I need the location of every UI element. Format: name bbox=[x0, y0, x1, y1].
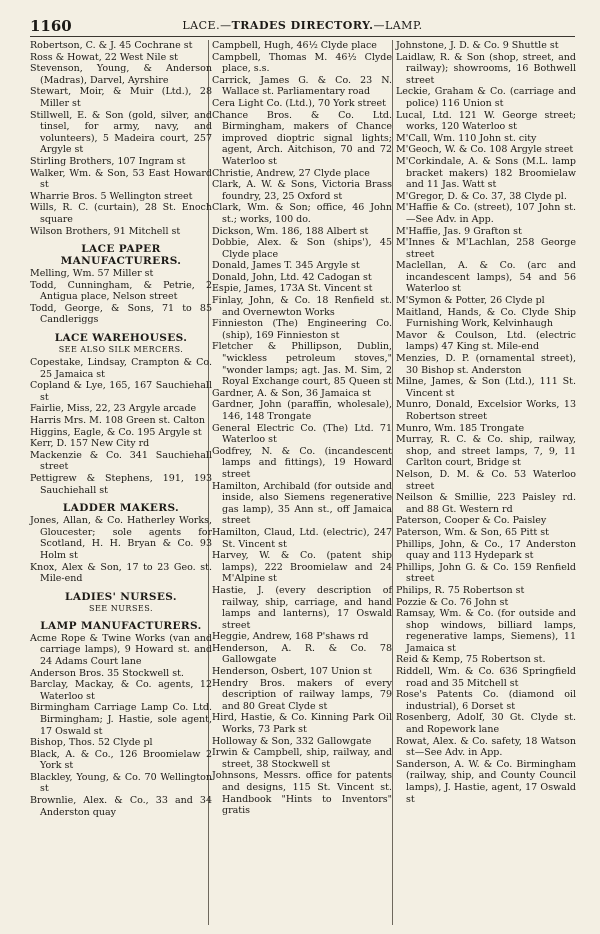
column-rule bbox=[392, 40, 393, 925]
directory-entry: Phillips, John G. & Co. 159 Renfield street bbox=[396, 561, 576, 585]
directory-entry: M'Gregor, D. & Co. 37, 38 Clyde pl. bbox=[396, 190, 567, 202]
directory-entry: Jones, Allan, & Co. Hatherley Works, Gloucester; sole agents for Scotland, H. H. Bryan & Co. 93 Holm st bbox=[30, 515, 212, 561]
directory-entry: Heggie, Andrew, 168 P'shaws rd bbox=[212, 631, 369, 643]
directory-entry: Harvey, W. & Co. (patent ship lamps), 222 Broomielaw and 24 M'Alpine st bbox=[212, 550, 392, 585]
directory-entry: Campbell, Hugh, 46½ Clyde place bbox=[212, 40, 377, 51]
directory-entry: Johnstone, J. D. & Co. 9 Shuttle st bbox=[396, 40, 559, 51]
directory-entry: Milne, James, & Son (Ltd.), 111 St. Vincent st bbox=[396, 376, 576, 399]
page-header bbox=[30, 16, 575, 37]
directory-entry: Paterson, Wm. & Son, 65 Pitt st bbox=[396, 526, 549, 538]
running-title: LACE.—TRADES DIRECTORY.—LAMP. bbox=[182, 19, 423, 32]
directory-entry: Donald, John, Ltd. 42 Cadogan st bbox=[212, 271, 372, 283]
directory-entry: Holloway & Son, 332 Gallowgate bbox=[212, 735, 372, 747]
section-heading: LAMP MANUFACTURERS. bbox=[40, 619, 202, 632]
directory-entry: Lucal, Ltd. 121 W. George street; works, 120 Waterloo st bbox=[396, 109, 576, 133]
directory-entry: Menzies, D. P. (ornamental street), 30 Bishop st. Anderston bbox=[396, 353, 576, 376]
cross-reference: SEE ALSO SILK MERCERS. bbox=[58, 345, 184, 355]
directory-entry: M'Corkindale, A. & Sons (M.L. lamp bracket makers) 182 Broomielaw and 11 Jas. Watt st bbox=[396, 155, 576, 191]
directory-entry: Sanderson, A. W. & Co. Birmingham (railway, ship, and County Council lamps), J. Hastie, agent, 17 Oswald st bbox=[396, 758, 576, 805]
directory-entry: Rose's Patents Co. (diamond oil industrial), 6 Dorset st bbox=[396, 689, 576, 712]
directory-entry: Birmingham Carriage Lamp Co. Ltd. Birmingham; J. Hastie, sole agent, 17 Oswald st bbox=[30, 702, 212, 737]
directory-entry: Gardner, A. & Son, 36 Jamaica st bbox=[212, 387, 371, 399]
directory-entry: Philips, R. 75 Robertson st bbox=[396, 584, 525, 596]
left-keyword: LACE. bbox=[182, 19, 221, 32]
directory-entry: Kerr, D. 157 New City rd bbox=[30, 438, 150, 450]
directory-entry: Stewart, Moir, & Muir (Ltd.), 28 Miller st bbox=[30, 86, 212, 109]
directory-entry: Brownlie, Alex. & Co., 33 and 34 Anderston quay bbox=[30, 795, 212, 818]
directory-entry: Munro, Donald, Excelsior Works, 13 Robertson street bbox=[396, 399, 576, 422]
directory-entry: Fairlie, Miss, 22, 23 Argyle arcade bbox=[30, 403, 197, 415]
directory-entry: Christie, Andrew, 27 Clyde place bbox=[212, 167, 370, 179]
directory-entry: Stirling Brothers, 107 Ingram st bbox=[30, 155, 186, 167]
directory-entry: Stillwell, E. & Son (gold, silver, and tinsel, for army, navy, and volunteers), 5 Madeira court, 257 Argyle st bbox=[30, 109, 212, 156]
directory-entry: Paterson, Cooper & Co. Paisley bbox=[396, 515, 547, 527]
directory-entry: Hamilton, Claud, Ltd. (electric), 247 St. Vincent st bbox=[212, 526, 392, 550]
directory-entry: Gardner, John (paraffin, wholesale), 146, 148 Trongate bbox=[212, 399, 392, 422]
directory-entry: Campbell, Thomas M. 46½ Clyde place, s.s. bbox=[212, 51, 392, 75]
directory-entry: Copland & Lye, 165, 167 Sauchiehall st bbox=[30, 380, 212, 403]
directory-entry: Carrick, James G. & Co. 23 N. Wallace st. Parliamentary road bbox=[212, 74, 392, 98]
directory-entry: Murray, R. C. & Co. ship, railway, shop, and street lamps, 7, 9, 11 Carlton court, Bridge st bbox=[396, 434, 576, 469]
directory-entry: Dobbie, Alex. & Son (ships'), 45 Clyde place bbox=[212, 237, 392, 260]
directory-entry: Todd, Cunningham, & Petrie, 2 Antigua place, Nelson street bbox=[30, 279, 212, 303]
directory-entry: Phillips, John, & Co., 17 Anderston quay and 113 Hydepark st bbox=[396, 538, 576, 562]
directory-entry: Black, A. & Co., 126 Broomielaw 2 York st bbox=[30, 748, 212, 772]
directory-entry: M'Innes & M'Lachlan, 258 George street bbox=[396, 237, 576, 260]
directory-entry: Leckie, Graham & Co. (carriage and police) 116 Union st bbox=[396, 86, 576, 109]
directory-entry: Clark, Wm. & Son; office, 46 John st.; works, 100 do. bbox=[212, 202, 392, 225]
directory-entry: Chance Bros. & Co. Ltd. Birmingham, makers of Chance improved dioptric signal lights; agent, Arch. Aitchison, 70 and 72 Waterloo st bbox=[212, 109, 392, 167]
directory-entry: Walker, Wm. & Son, 53 East Howard st bbox=[30, 167, 212, 191]
directory-entry: General Electric Co. (The) Ltd. 71 Waterloo st bbox=[212, 422, 392, 446]
directory-entry: Hamilton, Archibald (for outside and inside, also Siemens regenerative gas lamp), 35 Ann st., off Jamaica street bbox=[212, 480, 392, 527]
column-2 bbox=[212, 40, 392, 817]
directory-entry: Maitland, Hands, & Co. Clyde Ship Furnishing Work, Kelvinhaugh bbox=[396, 306, 576, 330]
directory-entry: Cera Light Co. (Ltd.), 70 York street bbox=[212, 97, 386, 109]
directory-entry: M'Call, Wm. 110 John st. city bbox=[396, 132, 537, 144]
directory-entry: Acme Rope & Twine Works (van and carriage lamps), 9 Howard st. and 24 Adams Court lane bbox=[30, 632, 212, 667]
directory-entry: M'Geoch, W. & Co. 108 Argyle street bbox=[396, 144, 574, 156]
directory-entry: Copestake, Lindsay, Crampton & Co. 25 Jamaica st bbox=[30, 357, 212, 380]
directory-entry: Robertson, C. & J. 45 Cochrane st bbox=[30, 40, 193, 51]
directory-entry: Neilson & Smillie, 223 Paisley rd. and 88 Gt. Western rd bbox=[396, 492, 576, 515]
directory-entry: Wilson Brothers, 91 Mitchell st bbox=[30, 225, 181, 237]
directory-entry: Ramsay, Wm. & Co. (for outside and shop windows, billiard lamps, regenerative lamps, Siemens), 11 Jamaica st bbox=[396, 608, 576, 654]
directory-entry: Godfrey, N. & Co. (incandescent lamps and fittings), 19 Howard street bbox=[212, 445, 392, 480]
directory-entry: M'Haffie & Co. (street), 107 John st.—See Adv. in App. bbox=[396, 202, 576, 225]
directory-entry: Bishop, Thos. 52 Clyde pl bbox=[30, 737, 153, 749]
directory-entry: Reid & Kemp, 75 Robertson st. bbox=[396, 654, 546, 666]
directory-entry: Finlay, John, & Co. 18 Renfield st. and Overnewton Works bbox=[212, 295, 392, 318]
directory-entry: Johnsons, Messrs. office for patents and designs, 115 St. Vincent st. Handbook "Hints to Inventors" gratis bbox=[212, 770, 392, 817]
directory-entry: M'Haffie, Jas. 9 Grafton st bbox=[396, 225, 522, 237]
directory-entry: Pozzie & Co. 76 John st bbox=[396, 596, 509, 608]
directory-entry: Clark, A. W. & Sons, Victoria Brass foundry, 23, 25 Oxford st bbox=[212, 179, 392, 202]
cross-reference: SEE NURSES. bbox=[88, 603, 154, 613]
directory-entry: Munro, Wm. 185 Trongate bbox=[396, 422, 525, 434]
directory-entry: Hastie, J. (every description of railway, ship, carriage, and hand lamps and lanterns), 17 Oswald street bbox=[212, 584, 392, 631]
directory-entry: Wharrie Bros. 5 Wellington street bbox=[30, 190, 193, 202]
directory-entry: Knox, Alex & Son, 17 to 23 Geo. st. Mile-end bbox=[30, 561, 212, 585]
directory-title: TRADES DIRECTORY. bbox=[231, 19, 374, 32]
directory-entry: Mackenzie & Co. 341 Sauchiehall street bbox=[30, 449, 212, 473]
directory-entry: Rosenberg, Adolf, 30 Gt. Clyde st. and Ropework lane bbox=[396, 712, 576, 736]
directory-entry: Laidlaw, R. & Son (shop, street, and railway); showrooms, 16 Bothwell street bbox=[396, 51, 576, 86]
directory-entry: Fletcher & Phillipson, Dublin, "wickless petroleum stoves," "wonder lamps; agt. Jas. M. Sim, 2 Royal Exchange court, 85 Queen st bbox=[212, 341, 392, 388]
directory-entry: Dickson, Wm. 186, 188 Albert st bbox=[212, 225, 369, 237]
directory-entry: Espie, James, 173A St. Vincent st bbox=[212, 283, 373, 295]
directory-entry: M'Symon & Potter, 26 Clyde pl bbox=[396, 295, 545, 307]
right-keyword: LAMP. bbox=[384, 19, 423, 32]
section-heading: LADIES' NURSES. bbox=[65, 590, 177, 603]
section-heading: LADDER MAKERS. bbox=[62, 502, 180, 515]
directory-entry: Melling, Wm. 57 Miller st bbox=[30, 268, 154, 280]
directory-entry: Finnieston (The) Engineering Co. (ship), 169 Finnieston st bbox=[212, 318, 392, 341]
directory-entry: Higgins, Eagle, & Co. 195 Argyle st bbox=[30, 426, 202, 438]
directory-entry: Maclellan, A. & Co. (arc and incandescent lamps), 54 and 56 Waterloo st bbox=[396, 260, 576, 295]
directory-entry: Nelson, D. M. & Co. 53 Waterloo street bbox=[396, 468, 576, 492]
directory-entry: Irwin & Campbell, ship, railway, and street, 38 Stockwell st bbox=[212, 747, 392, 770]
directory-entry: Henderson, Osbert, 107 Union st bbox=[212, 666, 372, 678]
directory-entry: Henderson, A. R. & Co. 78 Gallowgate bbox=[212, 642, 392, 666]
column-1 bbox=[30, 40, 212, 818]
directory-entry: Hendry Bros. makers of every description of railway lamps, 79 and 80 Great Clyde st bbox=[212, 677, 392, 712]
directory-entry: Barclay, Mackay, & Co. agents, 12 Waterloo st bbox=[30, 679, 212, 702]
directory-entry: Wills, R. C. (curtain), 28 St. Enoch square bbox=[30, 202, 212, 225]
section-heading: LACE WAREHOUSES. bbox=[54, 332, 188, 345]
directory-entry: Blackley, Young, & Co. 70 Wellington st bbox=[30, 771, 212, 795]
page-number: 1160 bbox=[30, 17, 72, 35]
directory-entry: Hird, Hastie, & Co. Kinning Park Oil Works, 73 Park st bbox=[212, 712, 392, 736]
directory-entry: Ross & Howat, 22 West Nile st bbox=[30, 51, 178, 63]
directory-entry: Todd, George, & Sons, 71 to 85 Candleriggs bbox=[30, 302, 212, 326]
directory-entry: Mavor & Coulson, Ltd. (electric lamps) 47 King st. Mile-end bbox=[396, 329, 576, 353]
directory-entry: Pettigrew & Stephens, 191, 193 Sauchiehall st bbox=[30, 473, 212, 496]
directory-entry: Harris Mrs. M. 108 Green st. Calton bbox=[30, 415, 205, 427]
directory-entry: Donald, James T. 345 Argyle st bbox=[212, 260, 360, 272]
column-3 bbox=[396, 40, 576, 805]
directory-entry: Anderson Bros. 35 Stockwell st. bbox=[30, 667, 184, 679]
directory-entry: Rowat, Alex. & Co. safety, 18 Watson st—See Adv. in App. bbox=[396, 735, 576, 759]
section-heading: LACE PAPER MANUFACTURERS. bbox=[60, 243, 182, 268]
directory-entry: Riddell, Wm. & Co. 636 Springfield road and 35 Mitchell st bbox=[396, 666, 576, 689]
directory-entry: Stevenson, Young, & Anderson (Madras), Darvel, Ayrshire bbox=[30, 63, 212, 86]
